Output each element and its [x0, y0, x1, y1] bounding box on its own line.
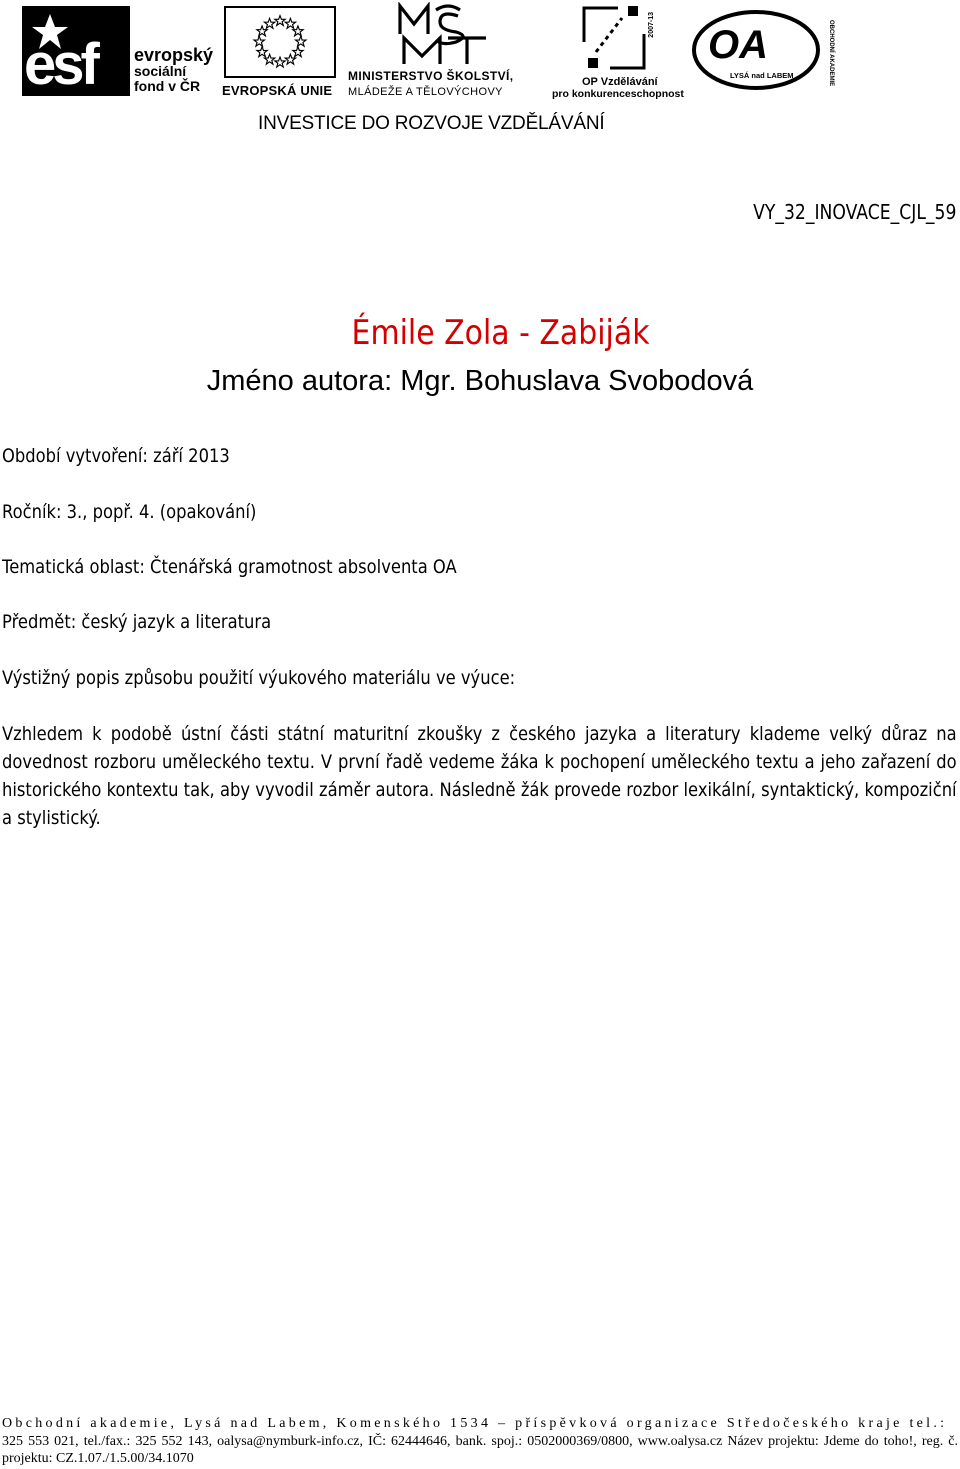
author-line — [0, 362, 960, 400]
oa-logo — [690, 6, 846, 96]
page-title-text: Émile Zola - Zabiják — [351, 313, 650, 353]
footer-line-2: 325 553 021, tel./fax.: 325 552 143, oalysa@nymburk-info.cz, IČ: 62444646, bank. spoj.: 0502000369/0800, www.oalysa.cz Název projektu: Jdeme do toho!, reg. č. projektu: CZ.1.07./1.5.00/34.1070 — [2, 1434, 958, 1466]
msmt-caption-2: MLÁDEŽE A TĚLOVÝCHOVY — [348, 86, 503, 98]
page-title — [0, 311, 960, 355]
msmt-mark-icon — [396, 2, 492, 66]
esf-logo-mark — [22, 6, 130, 96]
esf-text — [134, 46, 213, 94]
eu-caption: EVROPSKÁ UNIE — [222, 83, 333, 98]
op-mark-icon — [578, 2, 650, 74]
slogan: INVESTICE DO ROZVOJE VZDĚLÁVÁNÍ — [258, 113, 605, 134]
field-grade: Ročník: 3., popř. 4. (opakování) — [2, 501, 257, 523]
esf-line3: fond v ČR — [134, 78, 201, 94]
op-years: 2007-13 — [648, 12, 655, 38]
op-caption-1: OP Vzdělávání — [582, 76, 658, 88]
field-description-label: Výstižný popis způsobu použití výukového materiálu ve výuce: — [2, 667, 516, 689]
esf-logo — [22, 6, 212, 98]
description-paragraph: Vzhledem k podobě ústní části státní maturitní zkoušky z českého jazyka a literatury klademe velký důraz na dovednost rozboru uměleckého textu. V první řadě vedeme žáka k pochopení uměleckého textu a jeho zařazení do historického kontextu tak, aby vyvodil záměr autora. Následně žák provede rozbor lexikální, syntaktický, kompoziční a stylistický. — [2, 723, 957, 829]
esf-letters: esf — [24, 32, 96, 97]
op-logo — [552, 2, 684, 100]
msmt-logo — [346, 2, 546, 100]
eu-flag-icon — [224, 6, 336, 78]
svg-text:OA: OA — [708, 23, 768, 67]
field-subject: Předmět: český jazyk a literatura — [2, 611, 272, 633]
esf-line1: evropský — [134, 45, 214, 65]
footer-line-1: Obchodní akademie, Lysá nad Labem, Komenského 1534 – příspěvková organizace Středočeského kraje tel.: — [2, 1416, 948, 1431]
op-caption-2: pro konkurenceschopnost — [552, 88, 684, 100]
material-code: VY_32_INOVACE_CJL_59 — [752, 200, 956, 224]
eu-logo — [222, 6, 340, 98]
author-text: Jméno autora: Mgr. Bohuslava Svobodová — [206, 365, 754, 397]
field-period: Období vytvoření: září 2013 — [2, 445, 230, 467]
msmt-caption-1: MINISTERSTVO ŠKOLSTVÍ, — [348, 69, 514, 83]
oa-town: LYSÁ nad LABEM — [730, 71, 794, 80]
oa-side-text: OBCHODNÍ AKADEMIE — [828, 20, 834, 87]
oa-logo-mark — [690, 6, 846, 96]
esf-line2: sociální — [134, 63, 187, 79]
field-topic-area: Tematická oblast: Čtenářská gramotnost absolventa OA — [2, 556, 457, 578]
